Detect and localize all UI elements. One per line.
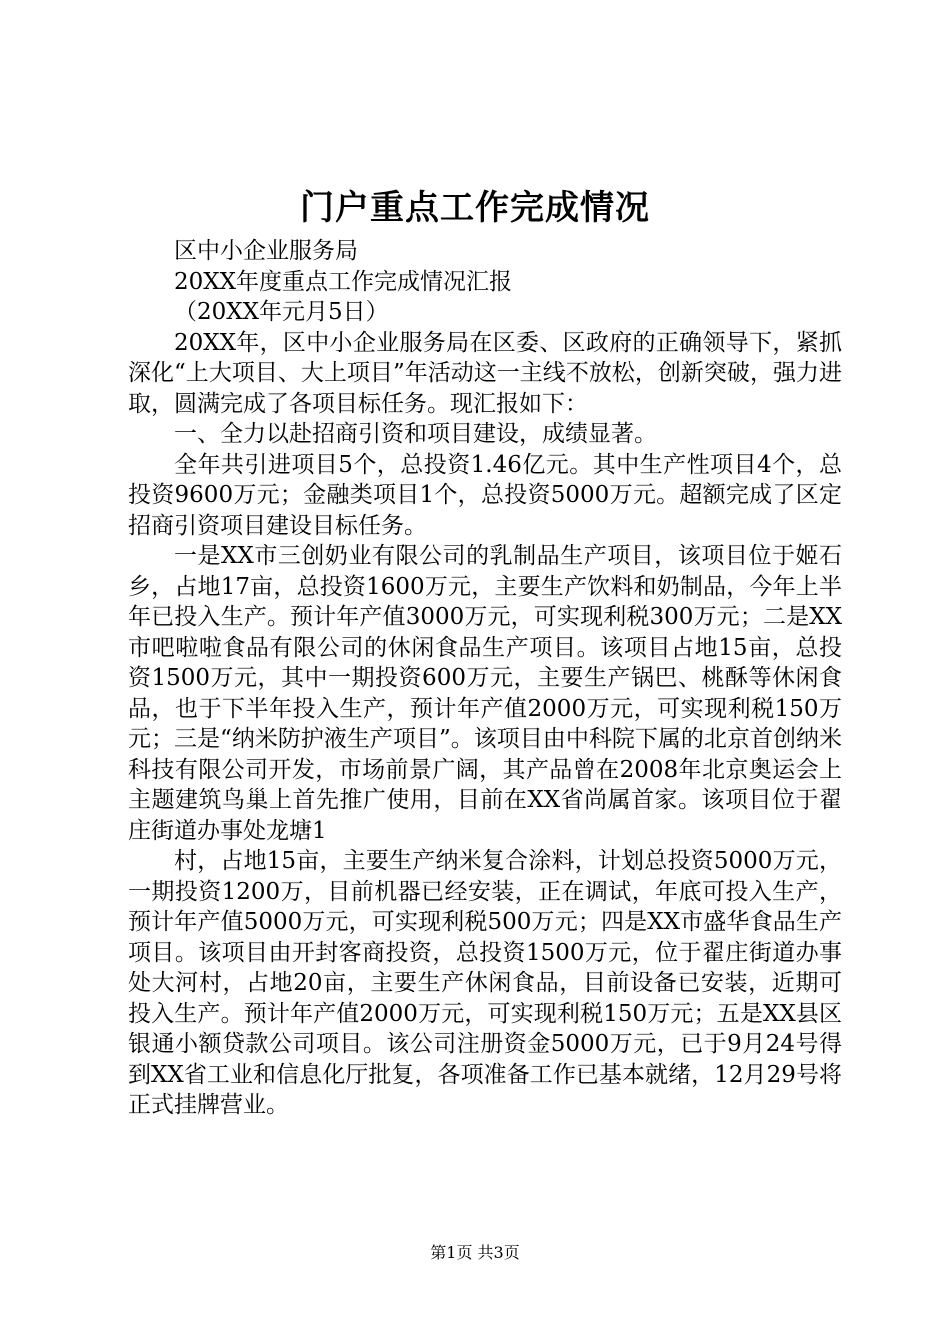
report-date-line: （20XX年元月5日） [174, 299, 389, 325]
document-body [128, 236, 842, 1121]
document-title: 门户重点工作完成情况 [300, 188, 650, 228]
section-heading: 一、全力以赴招商引资和项目建设，成绩显著。 [174, 421, 657, 447]
page-footer: 第1页 共3页 [430, 1243, 520, 1262]
report-title-line: 20XX年度重点工作完成情况汇报 [174, 268, 513, 295]
projects-paragraph-continued: 村，占地15亩，主要生产纳米复合涂料，计划总投资5000万元，一期投资1200万，目前机器已经安装，正在调试，年底可投入生产，预计年产值5000万元，可实现利税500万元；四是XX市盛华食品生产项目。该项目由开封客商投资，总投资1500万元，位于翟庄街道办事处大河村，占地20亩，主要生产休闲食品，目前设备已安装，近期可投入生产。预计年产值2000万元，可实现利税150万元；五是XX县区银通小额贷款公司项目。该公司注册资金5000万元，已于9月24号得到XX省工业和信息化厅批复，各项准备工作已基本就绪，12月29号将正式挂牌营业。 [128, 848, 842, 1118]
org-name-line: 区中小企业服务局 [174, 238, 358, 264]
summary-paragraph: 全年共引进项目5个，总投资1.46亿元。其中生产性项目4个，总投资9600万元；金融类项目1个，总投资5000万元。超额完成了区定招商引资项目建设目标任务。 [128, 451, 842, 539]
projects-paragraph: 一是XX市三创奶业有限公司的乳制品生产项目，该项目位于姬石乡，占地17亩，总投资1600万元，主要生产饮料和奶制品，今年上半年已投入生产。预计年产值3000万元，可实现利税300万元；二是XX市吧啦啦食品有限公司的休闲食品生产项目。该项目占地15亩，总投资1500万元，其中一期投资600万元，主要生产锅巴、桃酥等休闲食品，也于下半年投入生产，预计年产值2000万元，可实现利税150万元；三是“纳米防护液生产项目”。该项目由中科院下属的北京首创纳米科技有限公司开发，市场前景广阔，其产品曾在2008年北京奥运会上主题建筑鸟巢上首先推广使用，目前在XX省尚属首家。该项目位于翟庄街道办事处龙塘1 [128, 543, 842, 844]
intro-paragraph: 20XX年，区中小企业服务局在区委、区政府的正确领导下，紧抓深化“上大项目、大上项目”年活动这一主线不放松，创新突破，强力进取，圆满完成了各项目标任务。现汇报如下： [128, 329, 842, 417]
